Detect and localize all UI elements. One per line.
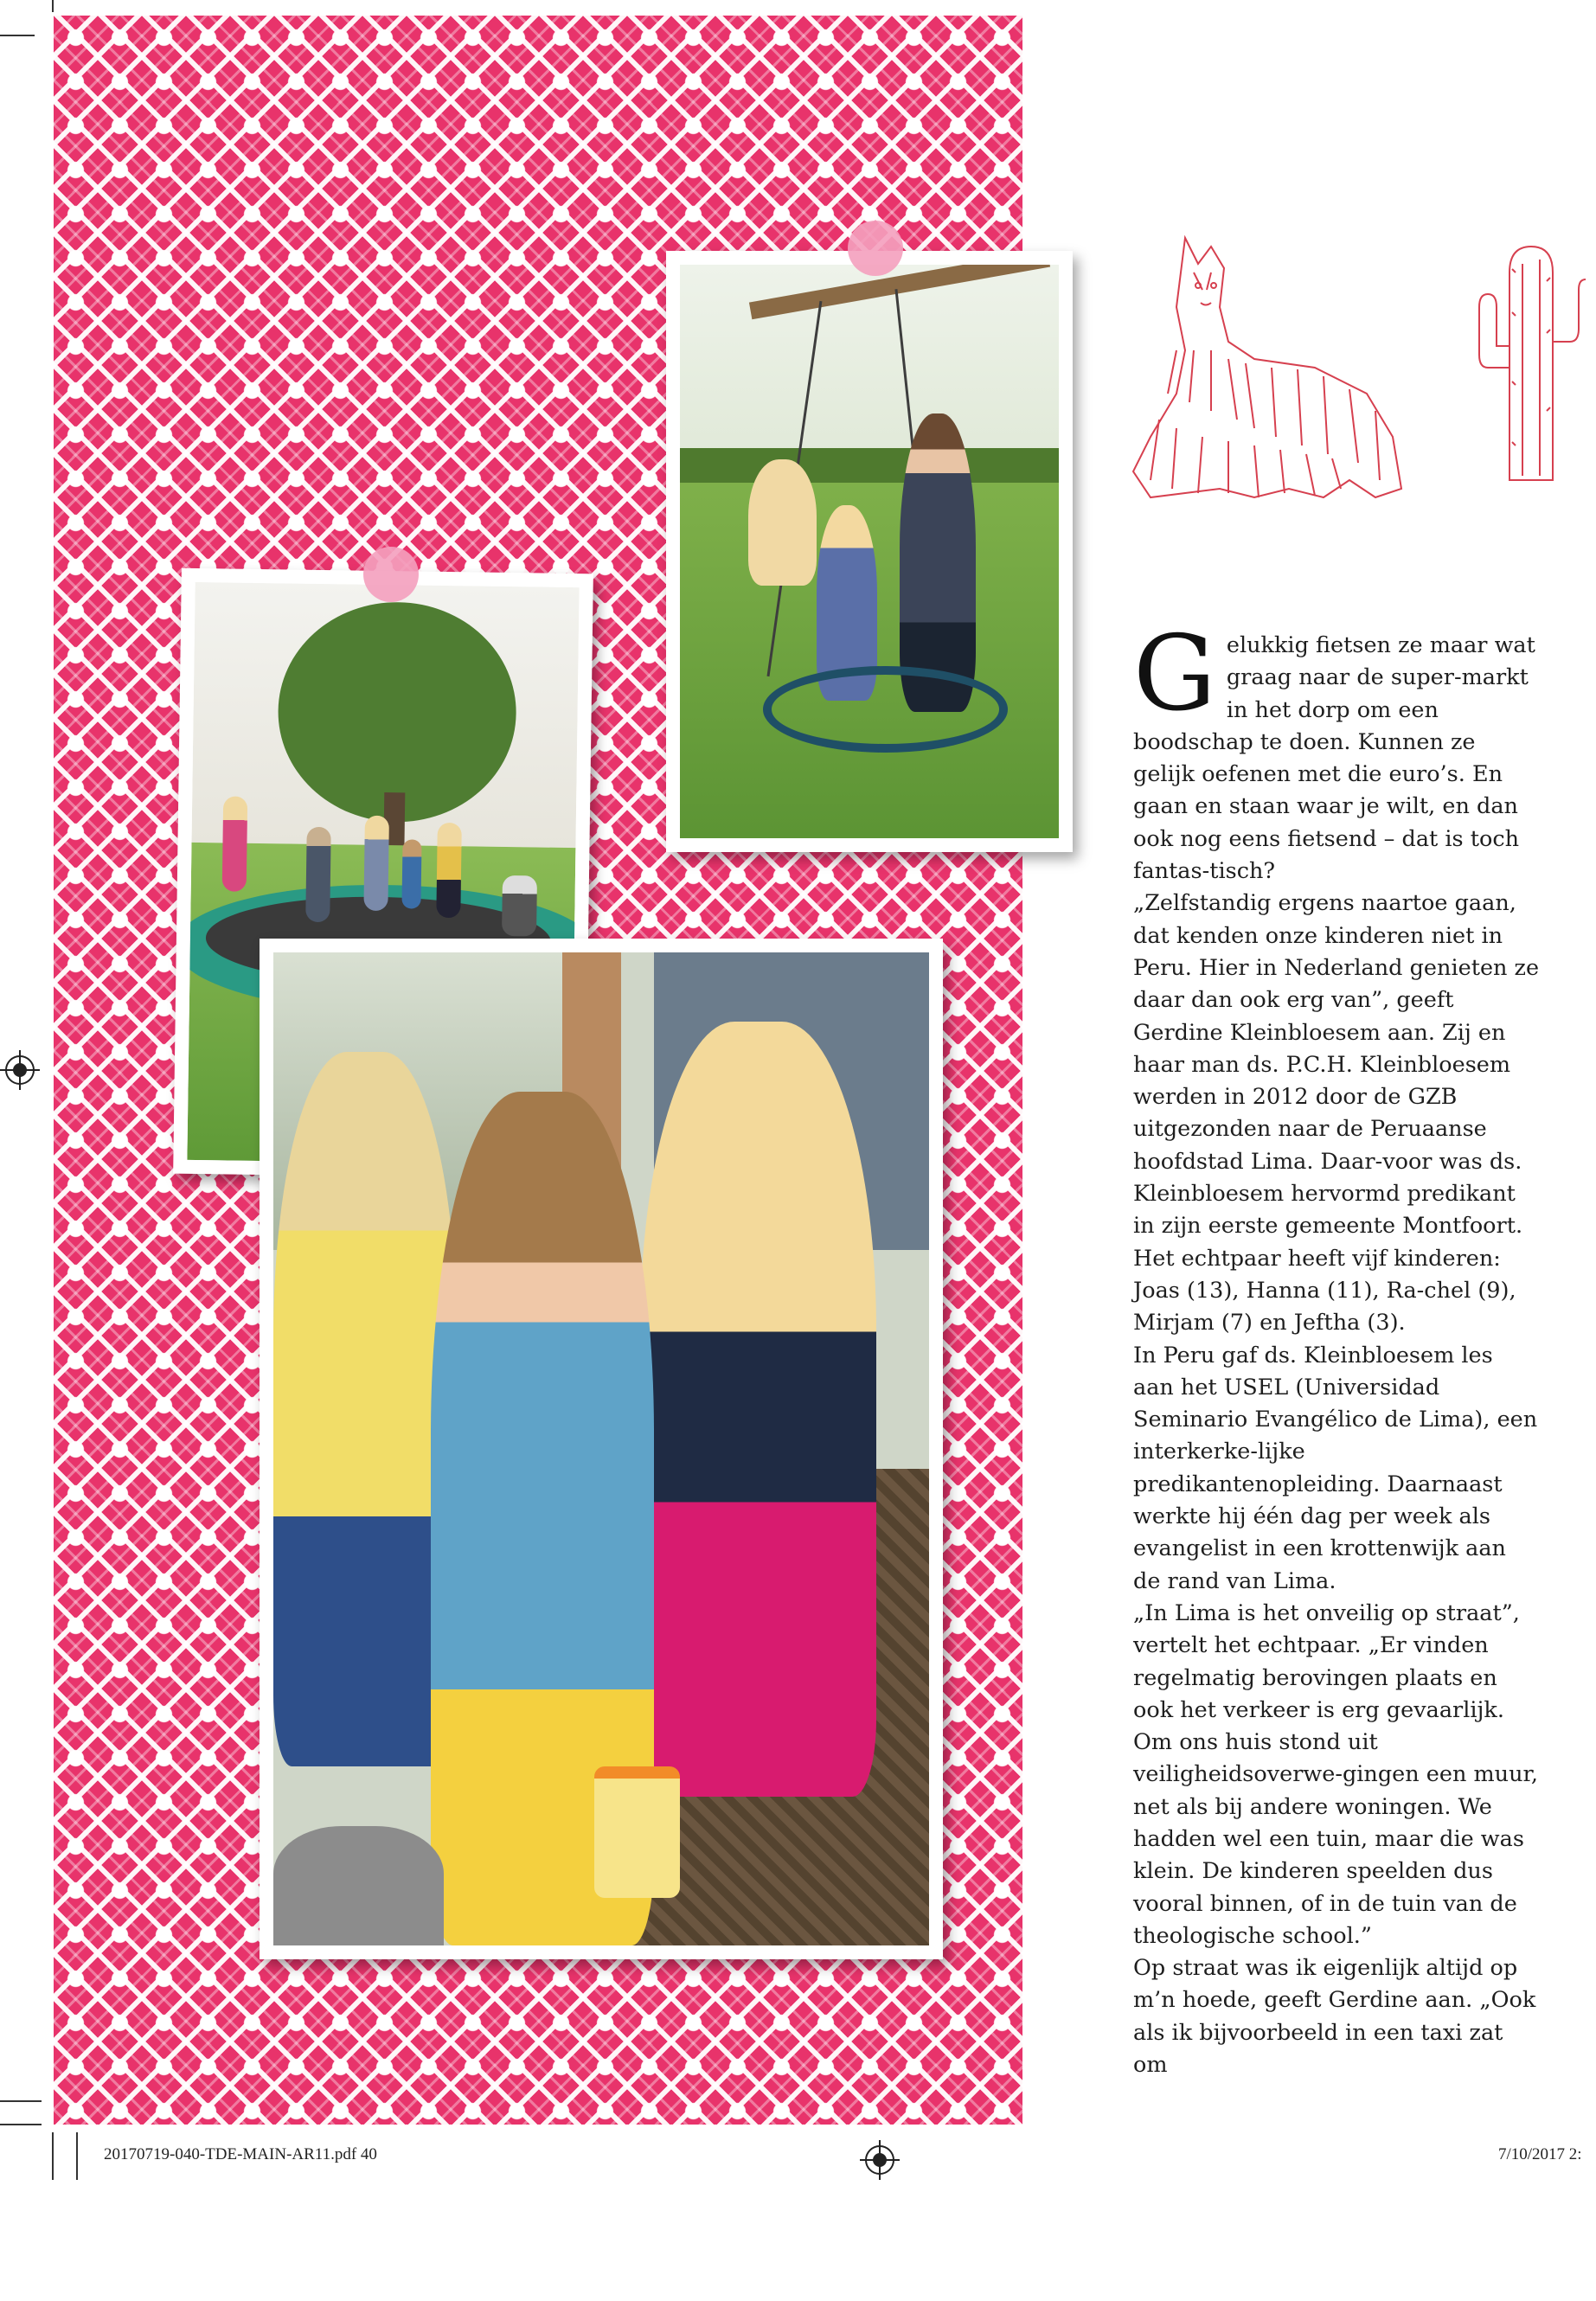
article-paragraph: elukkig fietsen ze maar wat graag naar de super-markt in het dorp om een boodschap te doen. Kunnen ze gelijk oefenen met die euro’s. En gaan en staan waar je wilt, en dan ook nog eens fietsend – dat is toch fantas-tisch? — [1133, 632, 1535, 885]
crop-mark-top-left-v — [52, 0, 54, 12]
pin-decoration — [848, 221, 903, 276]
registration-mark-bottom — [865, 2145, 894, 2175]
article-paragraph: In Peru gaf ds. Kleinbloesem les aan het USEL (Universidad Seminario Evangélico de Lima), een interkerke-lijke predikantenopleiding. Daarnaast werkte hij één dag per week als evangelist in een krottenwijk aan de rand van Lima. — [1133, 1342, 1538, 1594]
registration-mark-left — [5, 1055, 35, 1085]
crop-mark-bottom-left-v — [52, 2132, 54, 2180]
cactus-icon — [1471, 238, 1592, 489]
crop-mark-bottom-left-h2 — [0, 2124, 42, 2125]
article-paragraph: Op straat was ik eigenlijk altijd op m’n hoede, geeft Gerdine aan. „Ook als ik bijvoorbeeld in een taxi zat om — [1133, 1955, 1536, 2079]
crop-mark-bottom-left-h — [0, 2100, 42, 2102]
photo-children — [260, 939, 943, 1959]
crop-mark-top-left-h — [0, 35, 35, 36]
llama-icon — [1116, 221, 1410, 515]
drop-cap: G — [1133, 614, 1216, 734]
article-paragraph: „In Lima is het onveilig op straat”, vertelt het echtpaar. „Er vinden regelmatig berovingen plaats en ook het verkeer is erg gevaarlijk. Om ons huis stond uit veiligheidsoverwe-gingen een muur, net als bij andere woningen. We hadden wel een tuin, maar die was klein. De kinderen speelden dus vooral binnen, of in de tuin van de theologische school.” — [1133, 1599, 1539, 1949]
footer-file-name: 20170719-040-TDE-MAIN-AR11.pdf 40 — [104, 2145, 377, 2163]
photo-swing — [666, 251, 1073, 852]
article-body — [1133, 614, 1540, 2081]
footer-date: 7/10/2017 2: — [1498, 2145, 1582, 2163]
swing-image — [680, 265, 1059, 838]
crop-mark-bottom-left-v2 — [76, 2132, 78, 2180]
children-image — [273, 952, 929, 1945]
article-paragraph: „Zelfstandig ergens naartoe gaan, dat kenden onze kinderen niet in Peru. Hier in Nederland genieten ze daar dan ook erg van”, geeft Gerdine Kleinbloesem aan. Zij en haar man ds. P.C.H. Kleinbloesem werden in 2012 door de GZB uitgezonden naar de Peruaanse hoofdstad Lima. Daar-voor was ds. Kleinbloesem hervormd predikant in zijn eerste gemeente Montfoort. Het echtpaar heeft vijf kinderen: Joas (13), Hanna (11), Ra-chel (9), Mirjam (7) en Jeftha (3). — [1133, 890, 1540, 1336]
pin-decoration — [363, 547, 419, 602]
